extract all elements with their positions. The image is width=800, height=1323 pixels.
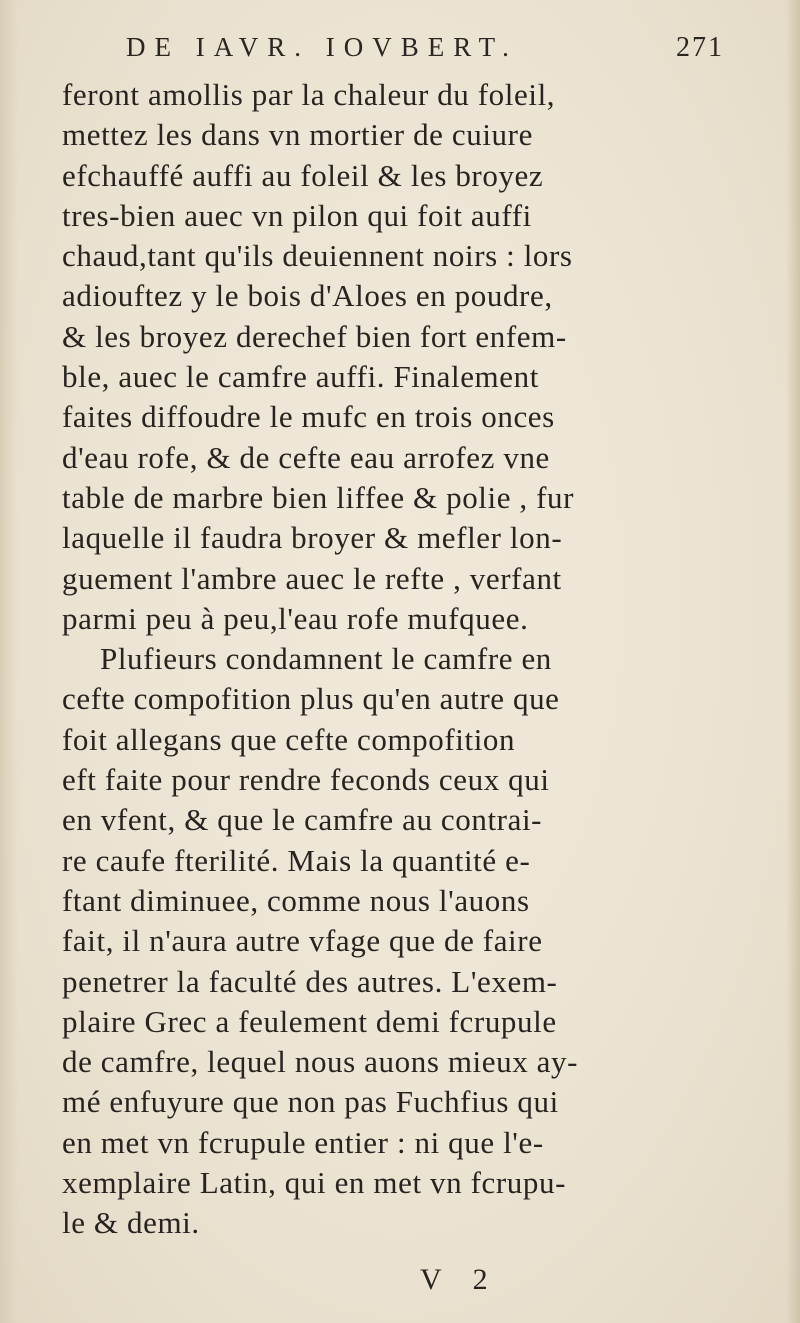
text-line: ble, auec le camfre auffi. Finalement (62, 359, 539, 395)
body-text (62, 75, 672, 1244)
text-line: efchauffé auffi au foleil & les broyez (62, 157, 544, 193)
text-line: en met vn fcrupule entier : ni que l'e- (62, 1124, 544, 1160)
text-line: table de marbre bien liffee & polie , fur (62, 479, 575, 515)
text-line: eft faite pour rendre feconds ceux qui (62, 762, 550, 798)
text-line: guement l'ambre auec le refte , verfant (62, 560, 562, 596)
text-line: adiouftez y le bois d'Aloes en poudre, (62, 278, 553, 314)
spine-shadow (0, 0, 18, 1323)
page-number: 271 (676, 32, 724, 63)
page-edge-shadow (786, 0, 800, 1323)
text-line: feront amollis par la chaleur du foleil, (62, 77, 556, 112)
text-line: & les broyez derechef bien fort enfem- (62, 318, 567, 354)
text-line: de camfre, lequel nous auons mieux ay- (62, 1044, 579, 1080)
text-line: en vfent, & que le camfre au contrai- (62, 802, 543, 838)
text-line: laquelle il faudra broyer & mefler lon- (62, 520, 563, 556)
text-line: d'eau rofe, & de cefte eau arrofez vne (62, 439, 550, 475)
paragraph-first-line: Plufieurs condamnent le camfre en (100, 641, 552, 677)
text-line: parmi peu à peu,l'eau rofe mufquee. (62, 600, 529, 636)
text-line: tres-bien auec vn pilon qui foit auffi (62, 197, 532, 233)
running-head (0, 32, 800, 72)
text-line: fait, il n'aura autre vfage que de faire (62, 923, 543, 959)
signature-mark: V 2 (420, 1263, 500, 1296)
text-line: foit allegans que cefte compofition (62, 721, 516, 757)
text-line: plaire Grec a feulement demi fcrupule (62, 1003, 557, 1039)
text-line: mé enfuyure que non pas Fuchfius qui (62, 1084, 559, 1120)
text-line: le & demi. (62, 1205, 200, 1241)
text-line: mettez les dans vn mortier de cuiure (62, 117, 533, 153)
text-line: faites diffoudre le mufc en trois onces (62, 399, 555, 435)
text-line: cefte compofition plus qu'en autre que (62, 681, 560, 717)
text-line: re caufe fterilité. Mais la quantité e- (62, 842, 531, 878)
text-line: xemplaire Latin, qui en met vn fcrupu- (62, 1165, 566, 1201)
text-line: chaud,tant qu'ils deuiennent noirs : lors (62, 238, 573, 274)
text-line: ftant diminuee, comme nous l'auons (62, 882, 530, 918)
running-head-title: DE IAVR. IOVBERT. (126, 32, 518, 62)
text-line: penetrer la faculté des autres. L'exem- (62, 963, 558, 999)
